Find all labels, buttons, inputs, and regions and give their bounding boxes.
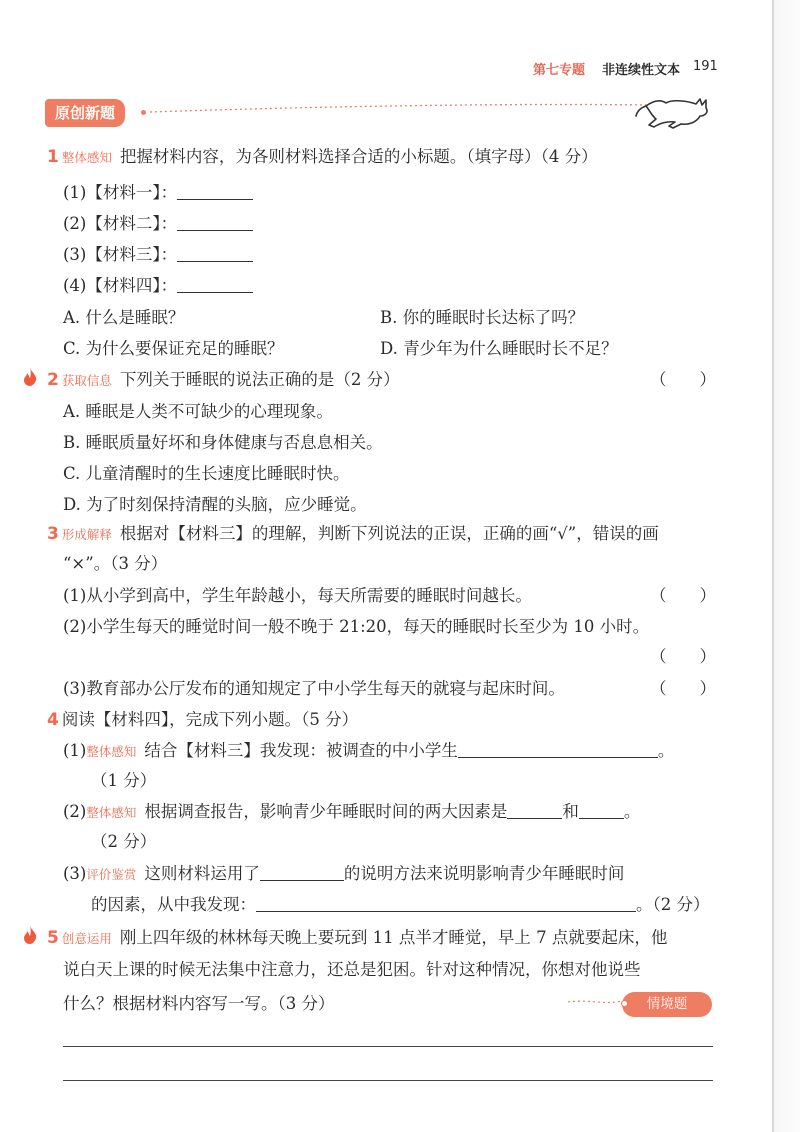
q1-item-2: [63, 212, 253, 236]
q1-item-1: [63, 181, 253, 205]
q3-paren-3[interactable]: （ ）: [650, 679, 716, 698]
q4-p3-line-2: [91, 893, 710, 917]
q2-number: 2: [47, 370, 59, 390]
q2-stem-line: [47, 368, 400, 393]
q4-p2-blank-1[interactable]: [507, 801, 562, 819]
q5-number: 5: [47, 928, 59, 948]
q4-p1-end: 。: [657, 741, 675, 760]
q2-stem: 下列关于睡眠的说法正确的是（2 分）: [119, 370, 400, 389]
q4-p3-end: 。（2 分）: [636, 895, 710, 914]
q1-number: 1: [47, 147, 59, 167]
cat-icon: [636, 99, 707, 128]
section-tag-dot: [139, 108, 148, 117]
page-edge-line: [772, 0, 774, 1132]
q4-p3-line2-text: 的因素，从中我发现：: [91, 895, 256, 914]
section-tag: 原创新题: [45, 99, 125, 127]
q4-p2-text: 根据调查报告，影响青少年睡眠时间的两大因素是: [144, 802, 508, 821]
q4-p1-text: 结合【材料三】我发现：被调查的中小学生: [144, 741, 458, 760]
page-number: 191: [693, 59, 718, 74]
q5-tag: 创意运用: [61, 931, 112, 946]
q4-p2-score: （2 分）: [91, 832, 157, 851]
q4-part-3: [63, 862, 624, 887]
dotted-rule-with-cat: [148, 95, 718, 135]
q5-line-1: [47, 926, 667, 951]
q4-p3-text-2: 的说明方法来说明影响青少年睡眠时间: [343, 864, 625, 883]
q5-text-1: 刚上四年级的林林每天晚上要玩到 11 点半才睡觉，早上 7 点就要起床，他: [119, 928, 668, 947]
q4-p3-tag: 评价鉴赏: [86, 867, 137, 882]
q5-line-3: 什么？根据材料内容写一写。（3 分）: [63, 994, 335, 1013]
q1-option-c: C. 为什么要保证充足的睡眠？: [63, 339, 284, 358]
q1-stem-line: [47, 145, 598, 170]
q3-statement-1: (1)从小学到高中，学生年龄越小，每天所需要的睡眠时间越长。: [63, 586, 532, 605]
fire-icon: [23, 368, 37, 386]
q4-p1-blank[interactable]: [458, 740, 658, 758]
header-title: 非连续性文本: [602, 63, 681, 78]
q3-statement-2: (2)小学生每天的睡觉时间一般不晚于 21:20，每天的睡眠时长至少为 10 小时。: [63, 617, 650, 636]
q4-part-1: [63, 739, 674, 764]
q4-p1-label: (1): [63, 741, 87, 760]
q1-stem: 把握材料内容，为各则材料选择合适的小标题。（填字母）（4 分）: [119, 147, 598, 166]
q1-option-a: A. 什么是睡眠？: [63, 308, 185, 327]
page-edge-shadow: [774, 0, 800, 1132]
q4-p2-end: 。: [623, 802, 641, 821]
q4-p2-label: (2): [63, 802, 87, 821]
q2-option-c: C. 儿童清醒时的生长速度比睡眠时快。: [63, 464, 350, 483]
q1-blank-1[interactable]: [177, 182, 253, 200]
q2-option-b: B. 睡眠质量好坏和身体健康与否息息相关。: [63, 433, 383, 452]
q1-blank-4[interactable]: [177, 275, 253, 293]
q3-stem-line: [47, 522, 659, 547]
q1-item-3-label: (3)【材料三】：: [63, 245, 178, 264]
q4-p1-score: （1 分）: [91, 771, 157, 790]
answer-line-1[interactable]: [63, 1046, 713, 1047]
fire-icon: [23, 926, 37, 944]
scene-tag-dot: [621, 1000, 628, 1007]
q1-blank-3[interactable]: [177, 244, 253, 262]
answer-line-2[interactable]: [63, 1080, 713, 1081]
q5-line-2: 说白天上课的时候无法集中注意力，还总是犯困。针对这种情况，你想对他说些: [63, 960, 641, 979]
q4-stem-line: [47, 708, 358, 732]
q3-statement-3: (3)教育部办公厅发布的通知规定了中小学生每天的就寝与起床时间。: [63, 679, 565, 698]
q4-p3-text-1: 这则材料运用了: [144, 864, 260, 883]
q4-part-2: [63, 800, 640, 825]
q3-number: 3: [47, 524, 59, 544]
q1-item-1-label: (1)【材料一】：: [63, 183, 178, 202]
q1-tag: 整体感知: [61, 150, 112, 165]
q2-option-d: D. 为了时刻保持清醒的头脑，应少睡觉。: [63, 495, 367, 514]
q3-stem-2: “×”。（3 分）: [63, 554, 168, 573]
q2-option-a: A. 睡眠是人类不可缺少的心理现象。: [63, 402, 333, 421]
q4-p2-tag: 整体感知: [86, 805, 137, 820]
q4-number: 4: [47, 710, 59, 730]
q4-p2-and: 和: [562, 802, 579, 821]
q4-stem: 阅读【材料四】，完成下列小题。（5 分）: [61, 710, 359, 729]
scene-tag-dots: [568, 997, 624, 1007]
q4-p3-blank-1[interactable]: [260, 863, 344, 881]
q1-item-3: [63, 243, 253, 267]
q4-p1-tag: 整体感知: [86, 744, 137, 759]
q1-item-2-label: (2)【材料二】：: [63, 214, 178, 233]
header-chapter: 第七专题: [533, 63, 586, 78]
q3-stem-1: 根据对【材料三】的理解，判断下列说法的正误，正确的画“√”，错误的画: [119, 524, 659, 543]
q1-option-d: D. 青少年为什么睡眠时长不足？: [380, 339, 618, 358]
q1-item-4-label: (4)【材料四】：: [63, 276, 178, 295]
q4-p2-blank-2[interactable]: [579, 801, 624, 819]
q1-item-4: [63, 274, 253, 298]
q3-paren-1[interactable]: （ ）: [650, 586, 716, 605]
q4-p3-label: (3): [63, 864, 87, 883]
q3-paren-2[interactable]: （ ）: [650, 647, 716, 666]
q4-p3-blank-2[interactable]: [256, 894, 636, 912]
q2-answer-paren[interactable]: （ ）: [650, 370, 716, 389]
q3-tag: 形成解释: [61, 527, 112, 542]
q1-option-b: B. 你的睡眠时长达标了吗？: [380, 308, 585, 327]
q1-blank-2[interactable]: [177, 213, 253, 231]
q2-tag: 获取信息: [61, 373, 112, 388]
scene-tag: 情境题: [622, 992, 712, 1017]
